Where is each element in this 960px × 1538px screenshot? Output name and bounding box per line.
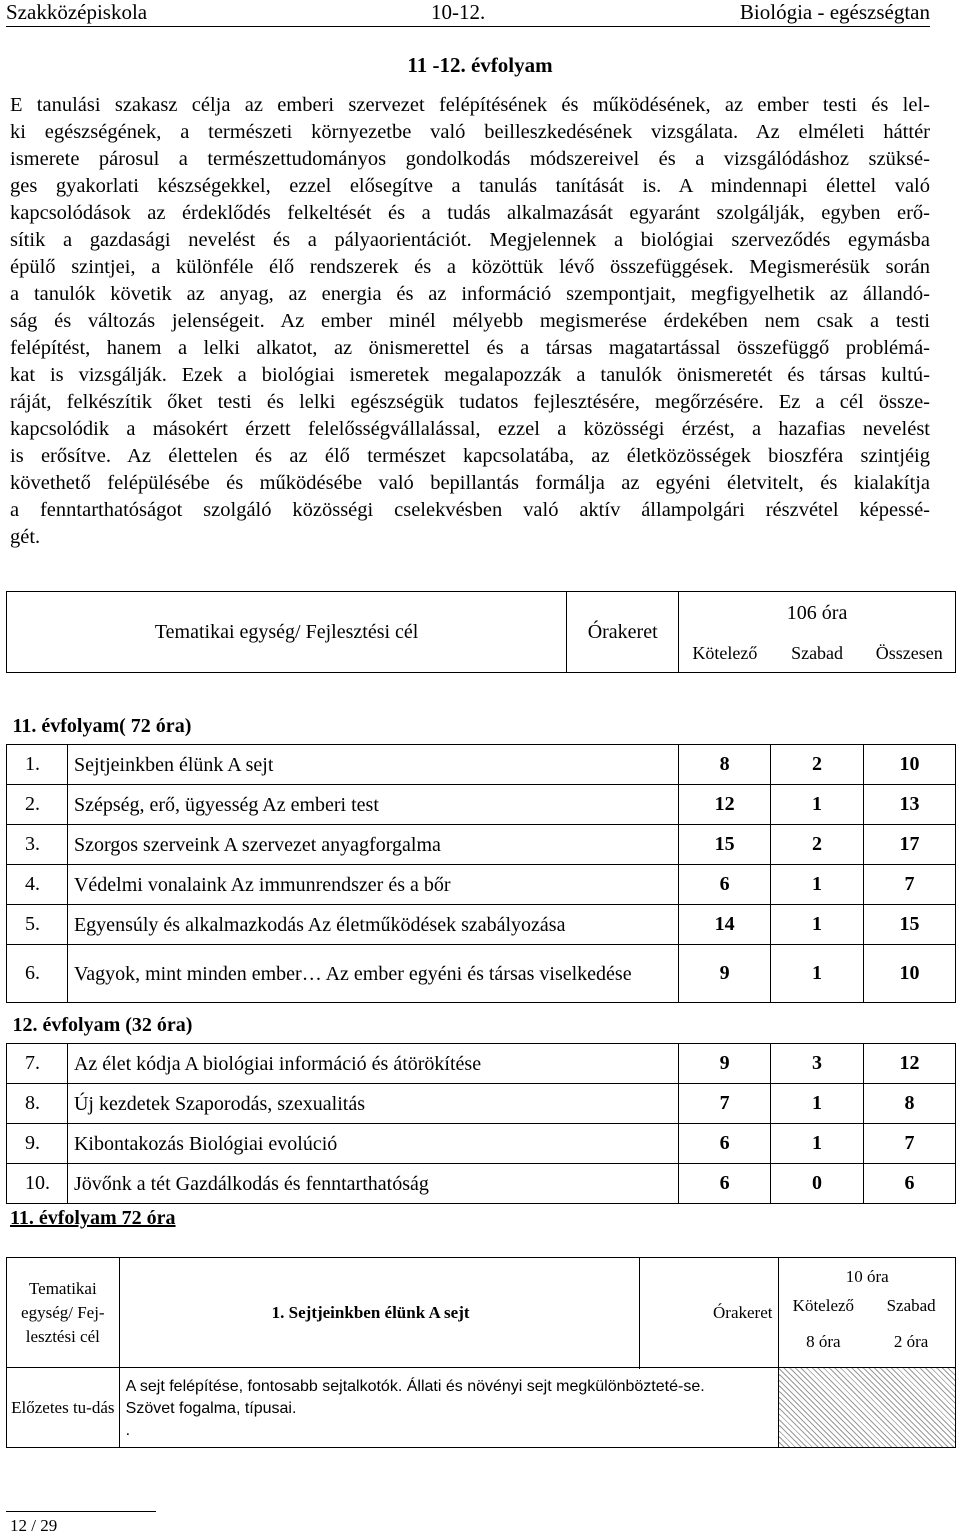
total-hours-cell: 6 <box>864 1164 956 1204</box>
required-hours: 8 <box>679 745 771 785</box>
intro-line: ság és változás jelenségeit. Az ember minél mélyebb megismerése érdekében nem csak a testi <box>10 310 930 332</box>
intro-line: gét. <box>10 526 41 548</box>
unit-number: 4. <box>7 865 68 905</box>
unit-title: 1. Sejtjeinkben élünk A sejt <box>119 1258 639 1368</box>
page-header <box>6 0 930 27</box>
free-hours: 2 <box>771 825 864 865</box>
required-hours: 14 <box>679 905 771 945</box>
unit-number: 3. <box>7 825 68 865</box>
unit-number: 9. <box>7 1124 68 1164</box>
intro-line: a fenntarthatóságot szolgáló közösségi cselekvésben való aktív állampolgári részvétel képessé- <box>10 499 930 521</box>
col-hours-header: Órakeret <box>567 592 679 673</box>
unit-title: Az élet kódja A biológiai információ és átörökítése <box>67 1044 678 1084</box>
free-hours: 1 <box>771 1084 864 1124</box>
total-hours-cell: 7 <box>864 1124 956 1164</box>
intro-line: E tanulási szakasz célja az emberi szervezet felépítésének és működésének, az ember testi és lel- <box>10 94 930 116</box>
unit-number: 7. <box>7 1044 68 1084</box>
unit-total-hours: 10 óra <box>845 1266 889 1286</box>
hatched-cell <box>779 1368 956 1448</box>
total-hours-cell: 13 <box>864 785 956 825</box>
required-hours: 6 <box>679 1164 771 1204</box>
intro-line: is erősítve. Az élettelen és az élő természet kapcsolatába, az életközösségek bioszféra szintjéig <box>10 445 930 467</box>
header-subject: Biológia - egészségtan <box>739 0 930 24</box>
header-school: Szakközépiskola <box>6 0 148 24</box>
unit-required-label: Kötelező <box>792 1295 855 1315</box>
unit-title: Védelmi vonalaink Az immunrendszer és a bőr <box>67 865 678 905</box>
total-hours-cell: 12 <box>864 1044 956 1084</box>
unit-row <box>7 1044 956 1084</box>
prior-knowledge-dot: . <box>125 1422 131 1439</box>
unit-number: 1. <box>7 745 68 785</box>
intro-line: a tanulók követik az anyag, az energia és az információ szempontjait, megfigyelhetik az állandó- <box>10 283 930 305</box>
overview-table <box>6 591 956 1204</box>
intro-line: sítik a gazdasági nevelést és a pályaorientációt. Megjelennek a biológiai szerveződés egymásba <box>10 229 930 251</box>
intro-paragraph <box>10 92 930 551</box>
intro-line: ráját, felkészítik őket testi és lelki egészségük tudatos fejlesztésére, megőrzésére. Ez a cél össze- <box>10 391 930 413</box>
required-hours: 9 <box>679 945 771 1003</box>
unit-required-hours: 8 óra <box>806 1331 841 1351</box>
footer-rule <box>6 1511 156 1512</box>
grade-subheading: 11. évfolyam 72 óra <box>10 1207 176 1229</box>
unit-row <box>7 945 956 1003</box>
unit-title: Vagyok, mint minden ember… Az ember egyéni és társas viselkedése <box>67 945 678 1003</box>
prior-knowledge-cell <box>119 1368 779 1448</box>
required-hours: 6 <box>679 1124 771 1164</box>
intro-line: ges gyakorlati készségekkel, ezzel elősegítve a tanulás tanítását is. A mindennapi élettel való <box>10 175 930 197</box>
total-hours: 106 óra <box>679 592 956 636</box>
intro-line: ki egészségének, a természeti környezetbe való beilleszkedésének vizsgálata. Az elméleti háttér <box>10 121 930 143</box>
unit-row <box>7 825 956 865</box>
unit-free-hours: 2 óra <box>893 1331 929 1351</box>
col-required-header: Kötelező <box>679 636 771 673</box>
grade-group-label: 11. évfolyam( 72 óra) <box>12 715 192 737</box>
unit-table <box>6 1257 956 1448</box>
required-hours: 7 <box>679 1084 771 1124</box>
unit-number: 8. <box>7 1084 68 1124</box>
section-title: 11 -12. évfolyam <box>407 53 553 77</box>
intro-line: követhető felépülésébe és működésébe való bepillantás formálja az egyéni életvitelt, és kialakítja <box>10 472 930 494</box>
free-hours: 2 <box>771 745 864 785</box>
total-hours-cell: 10 <box>864 745 956 785</box>
unit-row <box>7 1164 956 1204</box>
free-hours: 0 <box>771 1164 864 1204</box>
unit-row <box>7 905 956 945</box>
free-hours: 1 <box>771 865 864 905</box>
unit-title: Jövőnk a tét Gazdálkodás és fenntarthatóság <box>67 1164 678 1204</box>
total-hours-cell: 17 <box>864 825 956 865</box>
grade-group-label: 12. évfolyam (32 óra) <box>12 1014 193 1036</box>
unit-title: Kibontakozás Biológiai evolúció <box>67 1124 678 1164</box>
free-hours: 1 <box>771 1124 864 1164</box>
free-hours: 1 <box>771 785 864 825</box>
free-hours: 1 <box>771 905 864 945</box>
unit-number: 6. <box>7 945 68 1003</box>
unit-row <box>7 785 956 825</box>
unit-row <box>7 865 956 905</box>
required-hours: 12 <box>679 785 771 825</box>
required-hours: 9 <box>679 1044 771 1084</box>
total-hours-cell: 7 <box>864 865 956 905</box>
required-hours: 6 <box>679 865 771 905</box>
col-unit-header: Tematikai egység/ Fejlesztési cél <box>7 592 567 673</box>
unit-title: Egyensúly és alkalmazkodás Az életműködések szabályozása <box>67 905 678 945</box>
unit-label: Tematikai egység/ Fej-lesztési cél <box>21 1278 105 1346</box>
unit-row <box>7 745 956 785</box>
col-free-header: Szabad <box>771 636 864 673</box>
unit-row <box>7 1124 956 1164</box>
intro-line: épülő szintjei, a különféle élő rendszerek és a közöttük lévő összefüggések. Megismerésük során <box>10 256 930 278</box>
intro-line: felépítést, hanem a lelki alkatot, az önismerettel és a társas magatartással összefüggő problémá- <box>10 337 930 359</box>
free-hours: 1 <box>771 945 864 1003</box>
prior-knowledge-text: A sejt felépítése, fontosabb sejtalkotók. Állati és növényi sejt megkülönbözteté-se. Szövet fogalma, típusai. <box>125 1378 705 1417</box>
unit-label-cell <box>7 1258 120 1368</box>
page-number: 12 / 29 <box>10 1516 58 1535</box>
unit-title: Új kezdetek Szaporodás, szexualitás <box>67 1084 678 1124</box>
intro-line: kat is vizsgálják. Ezek a biológiai ismeretek megalapozzák a tanulók önismeretét és társas kultú- <box>10 364 930 386</box>
free-hours: 3 <box>771 1044 864 1084</box>
unit-row <box>7 1084 956 1124</box>
required-hours: 15 <box>679 825 771 865</box>
total-hours-cell: 8 <box>864 1084 956 1124</box>
intro-line: ismerete párosul a természettudományos gondolkodás módszereivel és a vizsgálódáshoz szüksé- <box>10 148 930 170</box>
unit-free-label: Szabad <box>886 1295 936 1315</box>
unit-number: 10. <box>7 1164 68 1204</box>
prior-knowledge-label: Előzetes tu-dás <box>7 1368 120 1448</box>
intro-line: kapcsolódik a másokért érzett felelősségvállalással, ezzel a közösségi érzést, a hazafias nevelést <box>10 418 930 440</box>
header-grades: 10-12. <box>431 0 486 24</box>
unit-title: Szorgos szerveink A szervezet anyagforgalma <box>67 825 678 865</box>
unit-number: 5. <box>7 905 68 945</box>
col-sum-header: Összesen <box>864 636 956 673</box>
unit-hours-label: Órakeret <box>639 1258 779 1368</box>
total-hours-cell: 15 <box>864 905 956 945</box>
unit-number: 2. <box>7 785 68 825</box>
unit-title: Sejtjeinkben élünk A sejt <box>67 745 678 785</box>
intro-line: kapcsolódások az érdeklődés felkeltését és a tudás alkalmazását egyaránt szolgálják, egyben erő- <box>10 202 930 224</box>
total-hours-cell: 10 <box>864 945 956 1003</box>
unit-title: Szépség, erő, ügyesség Az emberi test <box>67 785 678 825</box>
